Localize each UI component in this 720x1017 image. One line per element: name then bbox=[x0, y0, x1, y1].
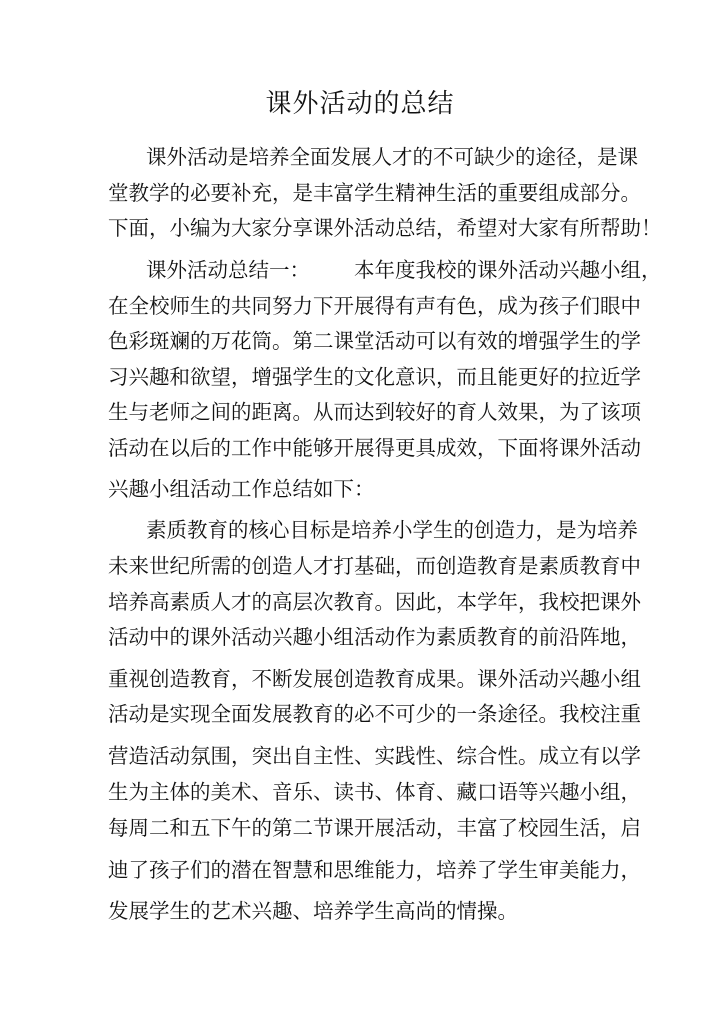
paragraph-line: 色彩斑斓的万花筒。第二课堂活动可以有效的增强学生的学 bbox=[108, 329, 641, 353]
paragraph-line: 活动是实现全面发展教育的必不可少的一条途径。我校注重 bbox=[108, 702, 641, 726]
paragraph-line: 未来世纪所需的创造人才打基础，而创造教育是素质教育中 bbox=[108, 554, 641, 578]
paragraph-line: 培养高素质人才的高层次教育。因此，本学年，我校把课外 bbox=[108, 590, 641, 614]
paragraph-line: 每周二和五下午的第二节课开展活动，丰富了校园生活，启 bbox=[108, 816, 641, 840]
paragraph-line: 素质教育的核心目标是培养小学生的创造力，是为培养 bbox=[146, 518, 638, 542]
document-title: 课外活动的总结 bbox=[265, 89, 455, 119]
paragraph-line bbox=[146, 255, 720, 285]
paragraph-line: 习兴趣和欲望，增强学生的文化意识，而且能更好的拉近学 bbox=[108, 365, 641, 389]
paragraph-line: 活动中的课外活动兴趣小组活动作为素质教育的前沿阵地， bbox=[108, 625, 641, 649]
paragraph-line: 在全校师生的共同努力下开展得有声有色，成为孩子们眼中 bbox=[108, 294, 641, 318]
paragraph-line: 堂教学的必要补充，是丰富学生精神生活的重要组成部分。 bbox=[108, 181, 641, 205]
paragraph-line: 营造活动氛围，突出自主性、实践性、综合性。成立有以学 bbox=[108, 744, 641, 768]
paragraph-text: 本年度我校的课外活动兴趣小组， bbox=[354, 258, 662, 282]
paragraph-line: 课外活动是培养全面发展人才的不可缺少的途径，是课 bbox=[146, 145, 638, 169]
paragraph-line: 生与老师之间的距离。从而达到较好的育人效果，为了该项 bbox=[108, 400, 641, 424]
paragraph-line: 发展学生的艺术兴趣、培养学生高尚的情操。 bbox=[108, 899, 518, 923]
paragraph-line: 迪了孩子们的潜在智慧和思维能力，培养了学生审美能力， bbox=[108, 858, 641, 882]
paragraph-line: 兴趣小组活动工作总结如下： bbox=[108, 477, 375, 501]
paragraph-line: 下面，小编为大家分享课外活动总结，希望对大家有所帮助！ bbox=[108, 216, 662, 240]
paragraph-line: 重视创造教育，不断发展创造教育成果。课外活动兴趣小组 bbox=[108, 667, 641, 691]
paragraph-line: 生为主体的美术、音乐、读书、体育、藏口语等兴趣小组， bbox=[108, 780, 641, 804]
section-heading: 课外活动总结一： bbox=[146, 258, 310, 282]
paragraph-line: 活动在以后的工作中能够开展得更具成效，下面将课外活动 bbox=[108, 436, 641, 460]
